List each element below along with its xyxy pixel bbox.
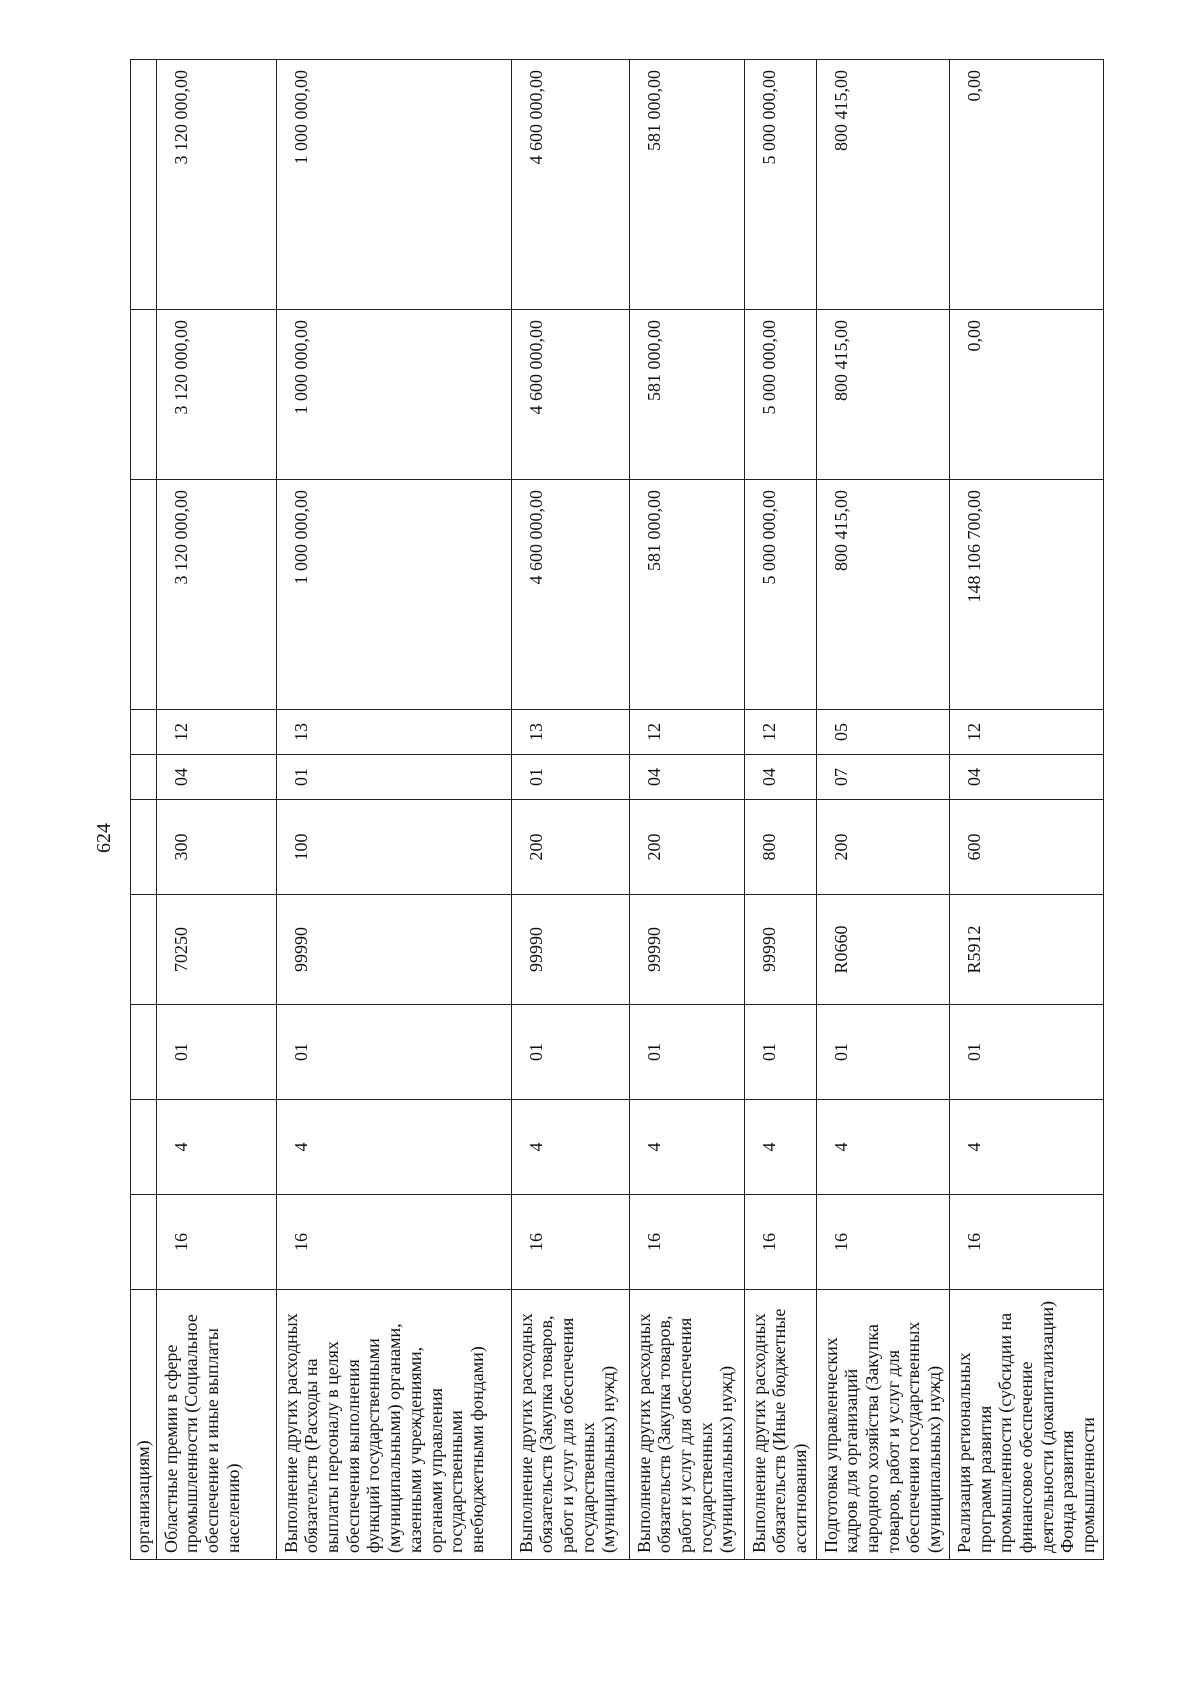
- col-expense-type: 200: [511, 800, 629, 895]
- page-number: 624: [92, 823, 115, 853]
- amount-year1: 4 600 000,00: [511, 480, 629, 710]
- col-target-code: 99990: [744, 895, 816, 1005]
- col-target-code: 99990: [276, 895, 511, 1005]
- row-description: Областные премии в сфере промышленности (Социальное обеспечение и иные выплаты населению): [156, 1290, 276, 1560]
- amount-year2: 800 415,00: [816, 310, 949, 480]
- col-expense-type: 200: [629, 800, 744, 895]
- amount-year3: 3 120 000,00: [156, 60, 276, 310]
- col-subsection: 12: [156, 710, 276, 755]
- amount-year1: 581 000,00: [629, 480, 744, 710]
- col-subsection: 12: [949, 710, 1103, 755]
- col-program-code: 4: [816, 1100, 949, 1195]
- amount-year3: 581 000,00: [629, 60, 744, 310]
- amount-year3: 1 000 000,00: [276, 60, 511, 310]
- amount-year1: 3 120 000,00: [156, 480, 276, 710]
- amount-year3: 800 415,00: [816, 60, 949, 310]
- amount-year2: [131, 310, 157, 480]
- table-row: [949, 60, 1103, 1560]
- amount-year3: [131, 60, 157, 310]
- col-expense-type: 800: [744, 800, 816, 895]
- col-ministry-code: 16: [949, 1195, 1103, 1290]
- col-subprogram-code: 01: [156, 1005, 276, 1100]
- amount-year1: [131, 480, 157, 710]
- col-subsection: 12: [629, 710, 744, 755]
- col-program-code: 4: [949, 1100, 1103, 1195]
- col-section: 04: [629, 755, 744, 800]
- row-description: Выполнение других расходных обязательств (Закупка товаров, работ и услуг для обеспечения государственных (муниципальных) нужд): [629, 1290, 744, 1560]
- col-section: 07: [816, 755, 949, 800]
- table-row: [276, 60, 511, 1560]
- col-subprogram-code: 01: [629, 1005, 744, 1100]
- col-ministry-code: 16: [744, 1195, 816, 1290]
- table-body: [131, 60, 1104, 1560]
- col-subprogram-code: [131, 1005, 157, 1100]
- col-ministry-code: 16: [629, 1195, 744, 1290]
- amount-year3: 0,00: [949, 60, 1103, 310]
- col-section: 04: [744, 755, 816, 800]
- budget-table: [130, 59, 1104, 1560]
- col-subprogram-code: 01: [744, 1005, 816, 1100]
- col-expense-type: 600: [949, 800, 1103, 895]
- col-program-code: [131, 1100, 157, 1195]
- col-section: 04: [156, 755, 276, 800]
- col-section: [131, 755, 157, 800]
- row-description: Выполнение других расходных обязательств (Закупка товаров, работ и услуг для обеспечения государственных (муниципальных) нужд): [511, 1290, 629, 1560]
- amount-year2: 1 000 000,00: [276, 310, 511, 480]
- row-description: Выполнение других расходных обязательств (Расходы на выплаты персоналу в целях обеспечения выполнения функций государственными (муниципальными) органами, казенными учреждениями, органами управления государственными внебюджетными фондами): [276, 1290, 511, 1560]
- col-ministry-code: [131, 1195, 157, 1290]
- col-subprogram-code: 01: [949, 1005, 1103, 1100]
- col-expense-type: [131, 800, 157, 895]
- amount-year2: 581 000,00: [629, 310, 744, 480]
- col-program-code: 4: [276, 1100, 511, 1195]
- col-program-code: 4: [629, 1100, 744, 1195]
- col-section: 01: [276, 755, 511, 800]
- rotated-table-container: [130, 60, 1200, 1553]
- amount-year2: 3 120 000,00: [156, 310, 276, 480]
- col-subsection: 13: [511, 710, 629, 755]
- col-program-code: 4: [156, 1100, 276, 1195]
- table-row: [744, 60, 816, 1560]
- row-description: Подготовка управленческих кадров для организаций народного хозяйства (Закупка товаров, работ и услуг для обеспечения государственных (муниципальных) нужд): [816, 1290, 949, 1560]
- amount-year2: 5 000 000,00: [744, 310, 816, 480]
- col-expense-type: 200: [816, 800, 949, 895]
- row-description: Реализация региональных программ развития промышленности (субсидии на финансовое обеспечение деятельности (докапитализации) Фонда развития промышленности: [949, 1290, 1103, 1560]
- table-row: [629, 60, 744, 1560]
- amount-year1: 800 415,00: [816, 480, 949, 710]
- col-ministry-code: 16: [276, 1195, 511, 1290]
- amount-year2: 0,00: [949, 310, 1103, 480]
- amount-year3: 5 000 000,00: [744, 60, 816, 310]
- col-expense-type: 100: [276, 800, 511, 895]
- row-description: организациям): [131, 1290, 157, 1560]
- table-row: [511, 60, 629, 1560]
- col-subsection: 05: [816, 710, 949, 755]
- col-target-code: [131, 895, 157, 1005]
- col-section: 04: [949, 755, 1103, 800]
- row-description: Выполнение других расходных обязательств (Иные бюджетные ассигнования): [744, 1290, 816, 1560]
- amount-year1: 5 000 000,00: [744, 480, 816, 710]
- col-subprogram-code: 01: [276, 1005, 511, 1100]
- amount-year2: 4 600 000,00: [511, 310, 629, 480]
- col-program-code: 4: [744, 1100, 816, 1195]
- col-program-code: 4: [511, 1100, 629, 1195]
- col-expense-type: 300: [156, 800, 276, 895]
- col-target-code: 99990: [511, 895, 629, 1005]
- col-target-code: 70250: [156, 895, 276, 1005]
- col-subsection: 13: [276, 710, 511, 755]
- col-target-code: R0660: [816, 895, 949, 1005]
- table-row: [156, 60, 276, 1560]
- col-subsection: [131, 710, 157, 755]
- col-target-code: 99990: [629, 895, 744, 1005]
- col-ministry-code: 16: [816, 1195, 949, 1290]
- col-ministry-code: 16: [511, 1195, 629, 1290]
- col-subsection: 12: [744, 710, 816, 755]
- amount-year1: 1 000 000,00: [276, 480, 511, 710]
- amount-year1: 148 106 700,00: [949, 480, 1103, 710]
- table-rotation: [130, 60, 1098, 1560]
- col-subprogram-code: 01: [511, 1005, 629, 1100]
- table-row: [131, 60, 157, 1560]
- amount-year3: 4 600 000,00: [511, 60, 629, 310]
- col-section: 01: [511, 755, 629, 800]
- col-ministry-code: 16: [156, 1195, 276, 1290]
- col-subprogram-code: 01: [816, 1005, 949, 1100]
- table-row: [816, 60, 949, 1560]
- col-target-code: R5912: [949, 895, 1103, 1005]
